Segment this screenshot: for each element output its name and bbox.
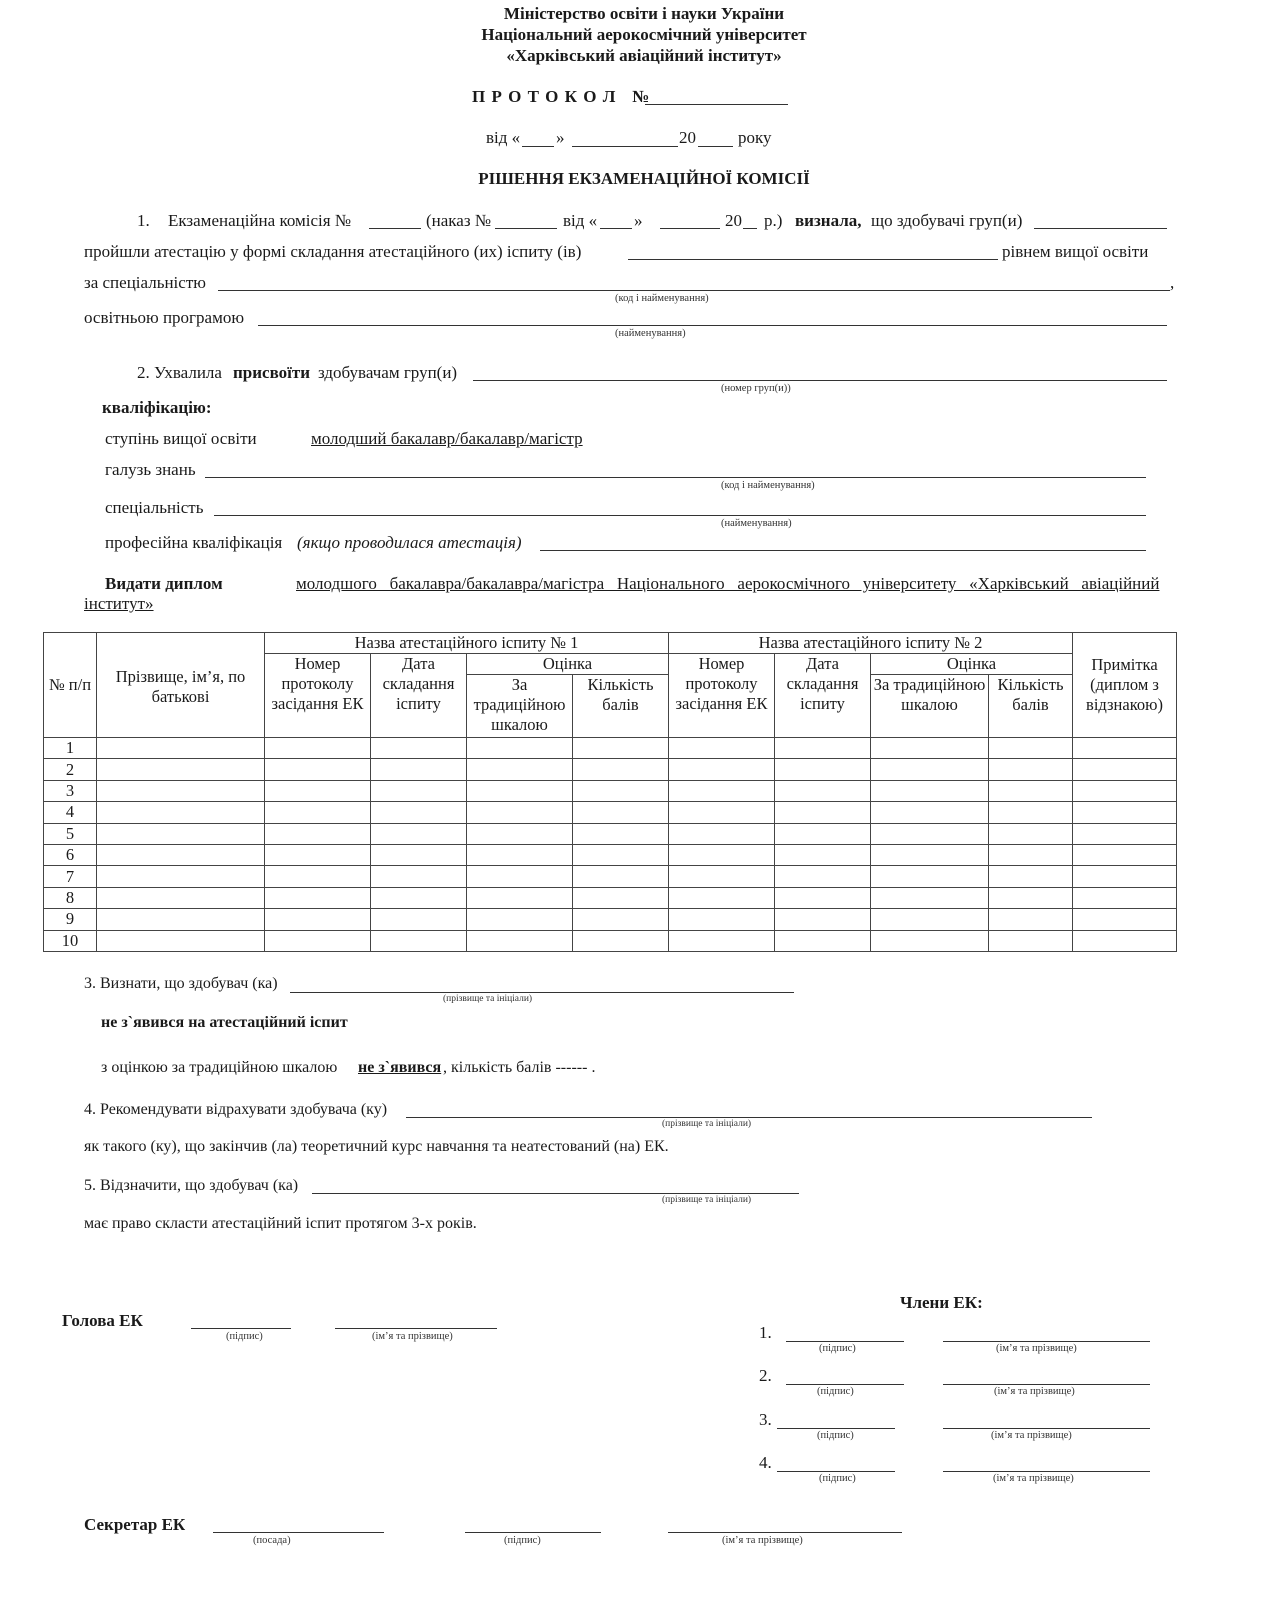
cell[interactable] — [989, 887, 1073, 908]
cell[interactable] — [669, 887, 775, 908]
cell[interactable] — [871, 823, 989, 844]
cell[interactable] — [871, 844, 989, 865]
member-3-signature-field[interactable] — [777, 1428, 895, 1429]
cell[interactable] — [989, 759, 1073, 780]
university-title: Національний аерокосмічний університет — [481, 25, 807, 44]
date-month-field[interactable] — [572, 146, 678, 147]
cell[interactable] — [265, 738, 371, 759]
degree-value-wrap — [271, 429, 599, 449]
cell[interactable] — [97, 823, 265, 844]
exam1-protocol-header: Номер протоколу засідання ЕК — [265, 654, 371, 738]
cell[interactable] — [989, 738, 1073, 759]
cell[interactable] — [265, 909, 371, 930]
cell[interactable] — [573, 802, 669, 823]
member-3-name-field[interactable] — [943, 1428, 1150, 1429]
cell[interactable] — [1073, 823, 1177, 844]
section4-label: 4. Рекомендувати відрахувати здобувача (ку) — [84, 1101, 388, 1118]
cell[interactable] — [97, 780, 265, 801]
cell[interactable] — [573, 930, 669, 951]
cell[interactable] — [1073, 887, 1177, 908]
member-1-name-field[interactable] — [943, 1341, 1150, 1342]
cell[interactable] — [669, 930, 775, 951]
cell[interactable] — [573, 887, 669, 908]
table-row — [44, 738, 1177, 759]
cell[interactable] — [467, 844, 573, 865]
cell[interactable] — [989, 866, 1073, 887]
exam2-points-header: Кількість балів — [989, 675, 1073, 738]
cell[interactable] — [669, 823, 775, 844]
section3-label: 3. Визнати, що здобувач (ка) — [84, 975, 278, 992]
date-day-field[interactable] — [522, 146, 554, 147]
cell[interactable] — [573, 909, 669, 930]
member-2-signature-field[interactable] — [786, 1384, 904, 1385]
cell[interactable] — [371, 930, 467, 951]
cell[interactable] — [467, 759, 573, 780]
date-suffix: року — [738, 128, 772, 147]
specialty-field[interactable] — [218, 290, 1170, 291]
members-label: Члени ЕК: — [900, 1293, 983, 1312]
professional-qualification-label: професійна кваліфікація — [105, 533, 283, 552]
cell[interactable] — [371, 823, 467, 844]
order-year-field[interactable] — [743, 228, 757, 229]
cell[interactable] — [467, 802, 573, 823]
cell[interactable] — [97, 738, 265, 759]
head-signature-field[interactable] — [191, 1328, 291, 1329]
cell[interactable] — [371, 909, 467, 930]
expel-student-field[interactable] — [406, 1117, 1092, 1118]
program-field[interactable] — [258, 325, 1167, 326]
cell[interactable] — [989, 844, 1073, 865]
qualification-specialty-hint: (найменування) — [721, 518, 792, 529]
exam-names-field[interactable] — [628, 259, 998, 260]
secretary-position-field[interactable] — [213, 1532, 384, 1533]
decision-title: РІШЕННЯ ЕКЗАМЕНАЦІЙНОЇ КОМІСІЇ — [478, 169, 810, 188]
retake-student-hint: (прізвище та ініціали) — [662, 1195, 752, 1205]
col-header-name: Прізвище, ім’я, по батькові — [97, 633, 265, 738]
recognized-label: визнала, — [795, 211, 862, 230]
cell[interactable] — [669, 738, 775, 759]
cell[interactable] — [265, 887, 371, 908]
comma: , — [1170, 273, 1175, 292]
secretary-name-field[interactable] — [668, 1532, 902, 1533]
order-day-field[interactable] — [600, 228, 632, 229]
member-signature-hint: (підпис) — [819, 1343, 856, 1354]
date-year-prefix: 20 — [679, 128, 696, 147]
attestation-form-label: пройшли атестацію у формі складання атестаційного (их) іспиту (ів) — [84, 242, 582, 261]
col-header-note: Примітка (диплом з відзнакою) — [1073, 633, 1177, 738]
order-number-field[interactable] — [495, 228, 557, 229]
member-number: 3. — [759, 1410, 772, 1429]
row-number: 3 — [44, 780, 97, 801]
section4-text: як такого (ку), що закінчив (ла) теоретичний курс навчання та неатестований (на) ЕК. — [84, 1138, 669, 1155]
col-header-number: № п/п — [44, 633, 97, 738]
cell[interactable] — [573, 866, 669, 887]
cell[interactable] — [775, 844, 871, 865]
cell[interactable] — [669, 802, 775, 823]
secretary-label: Секретар ЕК — [84, 1515, 186, 1534]
table-row — [44, 844, 1177, 865]
cell[interactable] — [871, 887, 989, 908]
member-name-hint: (ім’я та прізвище) — [993, 1473, 1074, 1484]
exam1-traditional-header: За традиційною шкалою — [467, 675, 573, 738]
diploma-value-line2: інститут» — [84, 594, 154, 613]
degree-value: молодший бакалавр/бакалавр/магістр — [311, 429, 583, 448]
member-number: 4. — [759, 1453, 772, 1472]
cell[interactable] — [467, 930, 573, 951]
qualification-specialty-field[interactable] — [214, 515, 1146, 516]
degree-label: ступінь вищої освіти — [105, 429, 257, 448]
groups-label: що здобувачі груп(и) — [871, 211, 1023, 230]
cell[interactable] — [775, 866, 871, 887]
cell[interactable] — [97, 909, 265, 930]
order-month-field[interactable] — [660, 228, 720, 229]
row-number: 1 — [44, 738, 97, 759]
exam2-date-header: Дата складання іспиту — [775, 654, 871, 738]
member-1-signature-field[interactable] — [786, 1341, 904, 1342]
row-number: 8 — [44, 887, 97, 908]
cell[interactable] — [871, 780, 989, 801]
specialty-hint: (код і найменування) — [615, 293, 709, 304]
table-row — [44, 780, 1177, 801]
section1-number: 1. — [137, 211, 150, 230]
absent-student-field[interactable] — [290, 992, 794, 993]
cell[interactable] — [669, 909, 775, 930]
row-number: 7 — [44, 866, 97, 887]
table-row — [44, 909, 1177, 930]
secretary-signature-field[interactable] — [465, 1532, 601, 1533]
groups-field[interactable] — [1034, 228, 1167, 229]
member-number: 2. — [759, 1366, 772, 1385]
diploma-value-line1: молодшого бакалавра/бакалавра/магістра Національного аерокосмічного університету «Харківський авіаційний — [296, 574, 1160, 593]
date-quote-close: » — [556, 128, 565, 147]
cell[interactable] — [467, 866, 573, 887]
order-quote-close: » — [634, 211, 643, 230]
secretary-position-hint: (посада) — [253, 1535, 291, 1546]
diploma-label: Видати диплом — [105, 574, 223, 593]
cell[interactable] — [371, 738, 467, 759]
group-hint: (номер груп(и)) — [721, 383, 791, 394]
expel-student-hint: (прізвище та ініціали) — [662, 1119, 752, 1129]
results-table — [43, 632, 1177, 952]
table-row — [44, 887, 1177, 908]
specialty-label: за спеціальністю — [84, 273, 206, 292]
row-number: 9 — [44, 909, 97, 930]
cell[interactable] — [573, 823, 669, 844]
date-prefix: від « — [486, 128, 521, 147]
field-hint: (код і найменування) — [721, 480, 815, 491]
cell[interactable] — [467, 780, 573, 801]
cell[interactable] — [467, 887, 573, 908]
education-level-label: рівнем вищої освіти — [1002, 242, 1149, 261]
cell[interactable] — [775, 909, 871, 930]
row-number: 10 — [44, 930, 97, 951]
member-4-name-field[interactable] — [943, 1471, 1150, 1472]
table-row — [44, 866, 1177, 887]
cell[interactable] — [371, 866, 467, 887]
cell[interactable] — [371, 802, 467, 823]
cell[interactable] — [573, 759, 669, 780]
cell[interactable] — [669, 780, 775, 801]
group-number-field[interactable] — [473, 380, 1167, 381]
cell[interactable] — [573, 738, 669, 759]
row-number: 5 — [44, 823, 97, 844]
member-signature-hint: (підпис) — [817, 1386, 854, 1397]
cell[interactable] — [371, 887, 467, 908]
cell[interactable] — [1073, 802, 1177, 823]
member-number: 1. — [759, 1323, 772, 1342]
cell[interactable] — [1073, 909, 1177, 930]
order-year-prefix: 20 — [725, 211, 742, 230]
assign-label: присвоїти — [233, 363, 311, 382]
cell[interactable] — [871, 866, 989, 887]
table-row — [44, 930, 1177, 951]
exam1-grade-header: Оцінка — [467, 654, 669, 675]
head-signature-hint: (підпис) — [226, 1331, 263, 1342]
exam1-date-header: Дата складання іспиту — [371, 654, 467, 738]
secretary-name-hint: (ім’я та прізвище) — [722, 1535, 803, 1546]
cell[interactable] — [775, 759, 871, 780]
institute-title: «Харківський авіаційний інститут» — [506, 46, 782, 65]
absent-student-hint: (прізвище та ініціали) — [443, 994, 533, 1004]
cell[interactable] — [775, 823, 871, 844]
cell[interactable] — [1073, 930, 1177, 951]
order-date-label: від « — [563, 211, 598, 230]
qualification-heading: кваліфікацію: — [102, 398, 212, 417]
qualification-specialty-label: спеціальність — [105, 498, 204, 517]
cell[interactable] — [669, 759, 775, 780]
cell[interactable] — [1073, 738, 1177, 759]
section2-label: 2. Ухвалила — [137, 363, 222, 382]
cell[interactable] — [371, 844, 467, 865]
date-year-field[interactable] — [698, 146, 733, 147]
exam2-traditional-header: За традиційною шкалою — [871, 675, 989, 738]
member-name-hint: (ім’я та прізвище) — [996, 1343, 1077, 1354]
table-row — [44, 759, 1177, 780]
retake-student-field[interactable] — [312, 1193, 799, 1194]
ministry-title: Міністерство освіти і науки України — [503, 4, 785, 23]
order-label: (наказ № — [426, 211, 492, 230]
row-number: 2 — [44, 759, 97, 780]
protocol-label: П Р О Т О К О Л № — [472, 87, 651, 106]
cell[interactable] — [265, 823, 371, 844]
cell[interactable] — [371, 759, 467, 780]
cell[interactable] — [265, 866, 371, 887]
commission-label: Екзаменаційна комісія № — [168, 211, 352, 230]
cell[interactable] — [871, 909, 989, 930]
exam2-grade-header: Оцінка — [871, 654, 1073, 675]
cell[interactable] — [1073, 844, 1177, 865]
cell[interactable] — [989, 930, 1073, 951]
member-signature-hint: (підпис) — [819, 1473, 856, 1484]
member-name-hint: (ім’я та прізвище) — [994, 1386, 1075, 1397]
head-label: Голова ЕК — [62, 1311, 143, 1330]
cell[interactable] — [467, 738, 573, 759]
head-name-hint: (ім’я та прізвище) — [372, 1331, 453, 1342]
member-signature-hint: (підпис) — [817, 1430, 854, 1441]
absent-statement: не з`явився на атестаційний іспит — [101, 1014, 348, 1031]
cell[interactable] — [265, 759, 371, 780]
cell[interactable] — [265, 844, 371, 865]
cell[interactable] — [1073, 866, 1177, 887]
cell[interactable] — [1073, 780, 1177, 801]
cell[interactable] — [573, 844, 669, 865]
cell[interactable] — [265, 780, 371, 801]
cell[interactable] — [265, 802, 371, 823]
exam2-header: Назва атестаційного іспиту № 2 — [669, 633, 1073, 654]
cell[interactable] — [467, 823, 573, 844]
cell[interactable] — [97, 802, 265, 823]
field-label: галузь знань — [105, 460, 196, 479]
section5-text: має право скласти атестаційний іспит протягом 3-х років. — [84, 1215, 477, 1232]
cell[interactable] — [371, 780, 467, 801]
cell[interactable] — [989, 780, 1073, 801]
cell[interactable] — [871, 759, 989, 780]
cell[interactable] — [1073, 759, 1177, 780]
grade-value: не з`явився — [358, 1059, 442, 1076]
cell[interactable] — [669, 844, 775, 865]
table-row — [44, 823, 1177, 844]
secretary-signature-hint: (підпис) — [504, 1535, 541, 1546]
section5-label: 5. Відзначити, що здобувач (ка) — [84, 1177, 299, 1194]
row-number: 6 — [44, 844, 97, 865]
points-text: , кількість балів ------ . — [443, 1059, 596, 1076]
exam1-points-header: Кількість балів — [573, 675, 669, 738]
program-hint: (найменування) — [615, 328, 686, 339]
students-groups-label: здобувачам груп(и) — [318, 363, 458, 382]
cell[interactable] — [775, 887, 871, 908]
protocol-number-field[interactable] — [645, 104, 788, 105]
cell[interactable] — [97, 844, 265, 865]
head-name-field[interactable] — [335, 1328, 497, 1329]
row-number: 4 — [44, 802, 97, 823]
program-label: освітньою програмою — [84, 308, 245, 327]
cell[interactable] — [871, 802, 989, 823]
cell[interactable] — [989, 823, 1073, 844]
exam2-protocol-header: Номер протоколу засідання ЕК — [669, 654, 775, 738]
order-year-suffix: р.) — [764, 211, 783, 230]
cell[interactable] — [775, 802, 871, 823]
cell[interactable] — [97, 866, 265, 887]
cell[interactable] — [97, 930, 265, 951]
cell[interactable] — [97, 759, 265, 780]
field-of-knowledge-field[interactable] — [205, 477, 1146, 478]
member-4-signature-field[interactable] — [777, 1471, 895, 1472]
cell[interactable] — [97, 887, 265, 908]
cell[interactable] — [775, 780, 871, 801]
diploma-value-wrap — [244, 574, 1159, 594]
cell[interactable] — [775, 738, 871, 759]
professional-qualification-note: (якщо проводилася атестація) — [297, 533, 522, 552]
cell[interactable] — [775, 930, 871, 951]
cell[interactable] — [573, 780, 669, 801]
commission-number-field[interactable] — [369, 228, 421, 229]
cell[interactable] — [871, 930, 989, 951]
cell[interactable] — [989, 802, 1073, 823]
cell[interactable] — [265, 930, 371, 951]
grade-label: з оцінкою за традиційною шкалою — [101, 1059, 338, 1076]
member-name-hint: (ім’я та прізвище) — [991, 1430, 1072, 1441]
cell[interactable] — [989, 909, 1073, 930]
member-2-name-field[interactable] — [943, 1384, 1150, 1385]
table-row — [44, 802, 1177, 823]
cell[interactable] — [871, 738, 989, 759]
exam1-header: Назва атестаційного іспиту № 1 — [265, 633, 669, 654]
cell[interactable] — [467, 909, 573, 930]
professional-qualification-field[interactable] — [540, 550, 1146, 551]
cell[interactable] — [669, 866, 775, 887]
